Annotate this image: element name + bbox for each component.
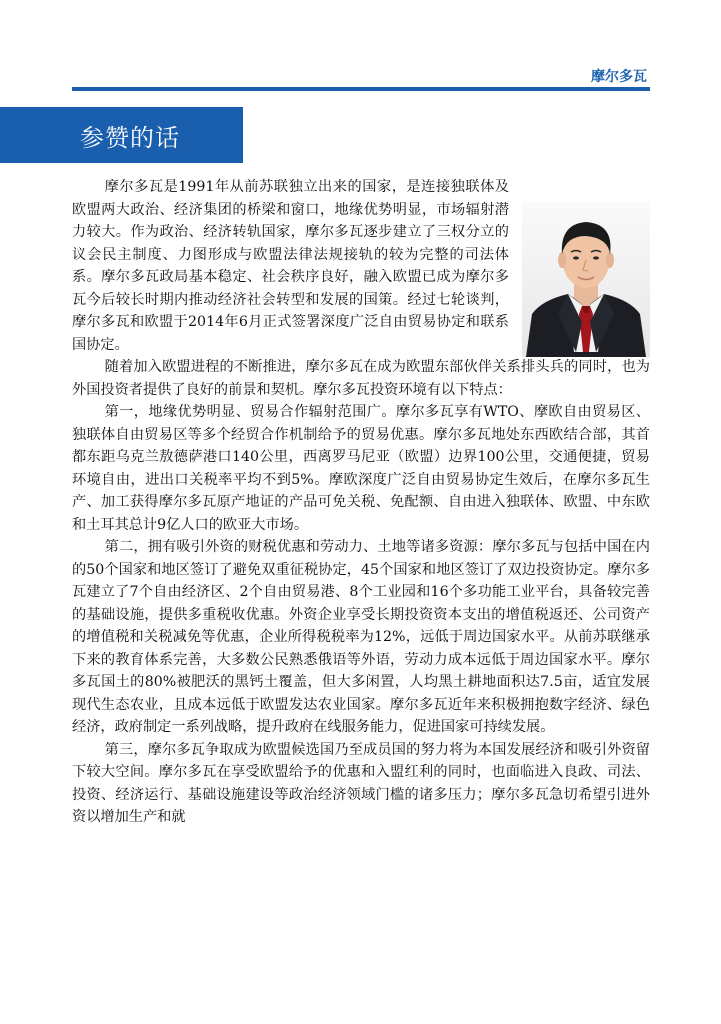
paragraph-point-three: 第三，摩尔多瓦争取成为欧盟候选国乃至成员国的努力将为本国发展经济和吸引外资留下较大空间。摩尔多瓦在享受欧盟给予的优惠和入盟红利的同时，也面临进入良政、司法、投资、经济运行、基础设施建设等政治经济领域门槛的诸多压力；摩尔多瓦急切希望引进外资以增加生产和就	[72, 741, 650, 825]
paragraph-point-two: 第二，拥有吸引外资的财税优惠和劳动力、土地等诸多资源：摩尔多瓦与包括中国在内的50个国家和地区签订了避免双重征税协定，45个国家和地区签订了双边投资协定。摩尔多瓦建立了7个自由经济区、2个自由贸易港、8个工业园和16个多功能工业平台，具备较完善的基础设施，提供多重税收优惠。外资企业享受长期投资资本支出的增值税返还、公司资产的增值税和关税减免等优惠，企业所得税税率为12%，远低于周边国家水平。从前苏联继承下来的教育体系完善，大多数公民熟悉俄语等外语，劳动力成本远低于周边国家水平。摩尔多瓦国土的80%被肥沃的黑钙土覆盖，但大多闲置，人均黑土耕地面积达7.5亩，适宜发展现代生态农业，且成本远低于欧盟发达农业国家。摩尔多瓦近年来积极拥抱数字经济、绿色经济，政府制定一系列战略，提升政府在线服务能力，促进国家可持续发展。	[72, 539, 650, 735]
section-label: 摩尔多瓦	[591, 69, 647, 85]
paragraph-point-one: 第一，地缘优势明显、贸易合作辐射范围广。摩尔多瓦享有WTO、摩欧自由贸易区、独联体自由贸易区等多个经贸合作机制给予的贸易优惠。摩尔多瓦地处东西欧结合部，其首都东距乌克兰敖德萨港口140公里，西离罗马尼亚（欧盟）边界100公里，交通便捷，贸易环境自由，进出口关税率平均不到5%。摩欧深度广泛自由贸易协定生效后，在摩尔多瓦生产、加工获得摩尔多瓦原产地证的产品可免关税、免配额、自由进入独联体、欧盟、中东欧和土耳其总计9亿人口的欧亚大市场。	[72, 404, 650, 533]
page-title: 参赞的话	[80, 124, 180, 152]
article-body	[72, 176, 650, 829]
paragraph-eu-progress: 随着加入欧盟进程的不断推进，摩尔多瓦在成为欧盟东部伙伴关系排头兵的同时，也为外国投资者提供了良好的前景和契机。摩尔多瓦投资环境有以下特点：	[72, 359, 650, 398]
header-rule	[72, 87, 650, 91]
paragraph-intro: 摩尔多瓦是1991年从前苏联独立出来的国家，是连接独联体及欧盟两大政治、经济集团的桥梁和窗口，地缘优势明显，市场辐射潜力较大。作为政治、经济转轨国家，摩尔多瓦逐步建立了三权分立的议会民主制度、力图形成与欧盟法律法规接轨的较为完整的司法体系。摩尔多瓦政局基本稳定、社会秩序良好，融入欧盟已成为摩尔多瓦今后较长时期内推动经济社会转型和发展的国策。经过七轮谈判，摩尔多瓦和欧盟于2014年6月正式签署深度广泛自由贸易协定和联系国协定。	[72, 179, 509, 353]
